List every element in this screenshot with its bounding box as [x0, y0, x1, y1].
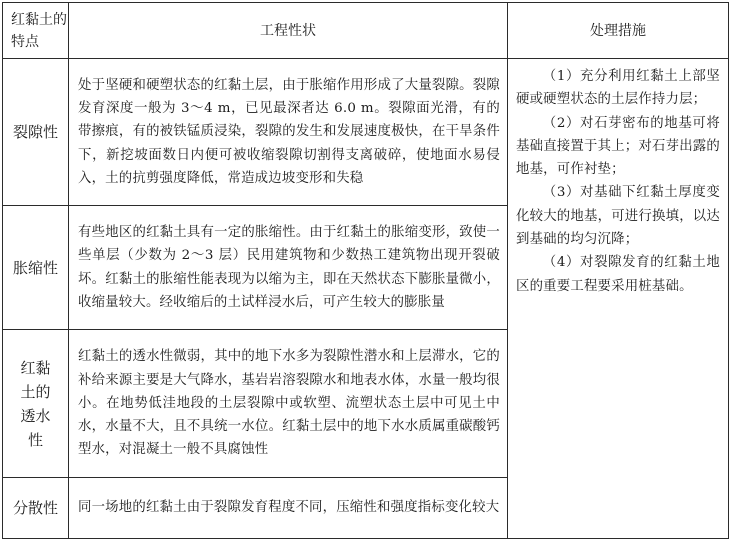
- header-row: [3, 3, 729, 59]
- row-name-permeability: 红黏土的透水性: [3, 330, 69, 478]
- row-name-swell-shrink: 胀缩性: [3, 206, 69, 330]
- measure-item: （2）对石芽密布的地基可将基础直接置于其上；对石芽出露的地基，可作衬垫；: [516, 115, 720, 178]
- row-text-swell-shrink: 有些地区的红黏土具有一定的胀缩性。由于红黏土的胀缩变形，致使一些单层（少数为 2～3 层）民用建筑物和少数热工建筑物出现开裂破坏。红黏土的胀缩性能表现为以缩为主，即在天然状态下膨胀量微小，收缩量较大。经收缩后的土试样浸水后，可产生较大的膨胀量: [69, 206, 508, 330]
- measure-item: （3）对基础下红黏土厚度变化较大的地基，可进行换填，以达到基础的均匀沉降；: [516, 185, 720, 248]
- properties-table: [2, 2, 729, 539]
- row-text-dispersion: 同一场地的红黏土由于裂隙发育程度不同，压缩性和强度指标变化较大: [69, 478, 508, 539]
- row-name-fissure: 裂隙性: [3, 59, 69, 206]
- header-treatment-measures: 处理措施: [508, 3, 729, 59]
- header-feature: 红黏土的特点: [3, 3, 69, 59]
- treatment-measures-cell: [508, 59, 729, 539]
- measure-item: （4）对裂隙发育的红黏土地区的重要工程要采用桩基础。: [516, 255, 720, 294]
- header-engineering-properties: 工程性状: [69, 3, 508, 59]
- row-text-fissure: 处于坚硬和硬塑状态的红黏土层，由于胀缩作用形成了大量裂隙。裂隙发育深度一般为 3～4 m，已见最深者达 6.0 m。裂隙面光滑，有的带擦痕，有的被铁锰质浸染，裂隙的发生和发展速度极快，在干旱条件下，新挖坡面数日内便可被收缩裂隙切割得支离破碎，使地面水易侵入，土的抗剪强度降低，常造成边坡变形和失稳: [69, 59, 508, 206]
- row-text-permeability: 红黏土的透水性微弱，其中的地下水多为裂隙性潜水和上层滞水，它的补给来源主要是大气降水，基岩岩溶裂隙水和地表水体，水量一般均很小。在地势低洼地段的土层裂隙中或软塑、流塑状态土层中可见土中水，水量不大，且不具统一水位。红黏土层中的地下水水质属重碳酸钙型水，对混凝土一般不具腐蚀性: [69, 330, 508, 478]
- row-name-dispersion: 分散性: [3, 478, 69, 539]
- table-row: [3, 59, 729, 206]
- measure-item: （1）充分利用红黏土上部坚硬或硬塑状态的土层作持力层；: [516, 69, 720, 108]
